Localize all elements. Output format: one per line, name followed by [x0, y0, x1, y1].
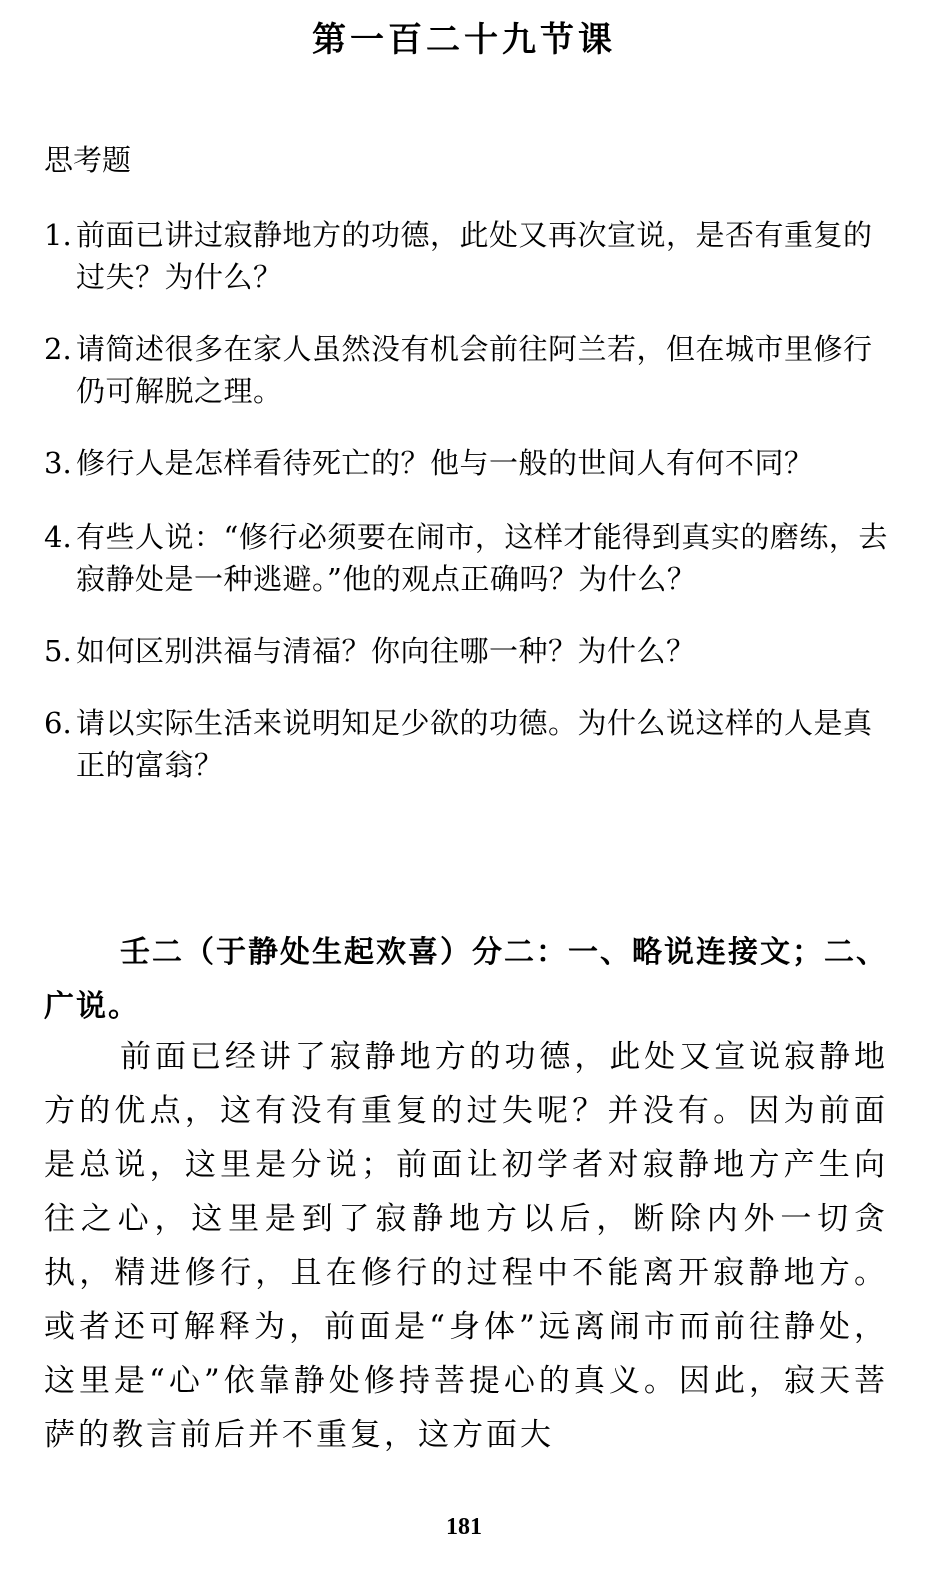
question-number: 3.: [44, 446, 72, 480]
question-text: 如何区别洪福与清福？你向往哪一种？为什么？: [76, 634, 696, 668]
question-text: 有些人说：“修行必须要在闹市，这样才能得到真实的磨练，去寂静处是一种逃避。”他的观点正确吗？为什么？: [76, 520, 888, 596]
question-text: 修行人是怎样看待死亡的？他与一般的世间人有何不同？: [76, 446, 814, 480]
question-text: 请以实际生活来说明知足少欲的功德。为什么说这样的人是真正的富翁？: [76, 706, 873, 782]
question-item: [44, 516, 888, 600]
question-item: [44, 328, 888, 412]
page-title: 第一百二十九节课: [312, 20, 616, 60]
question-item: [44, 630, 888, 672]
question-item: [44, 442, 888, 484]
question-number: 4.: [44, 520, 72, 554]
question-text: 请简述很多在家人虽然没有机会前往阿兰若，但在城市里修行仍可解脱之理。: [76, 332, 873, 408]
question-number: 1.: [44, 218, 72, 252]
page-number: 181: [446, 1514, 482, 1540]
section-subheading: 壬二（于静处生起欢喜）分二：一、略说连接文；二、广说。: [44, 935, 888, 1024]
question-number: 6.: [44, 706, 72, 740]
question-number: 2.: [44, 332, 72, 366]
question-text: 前面已讲过寂静地方的功德，此处又再次宣说，是否有重复的过失？为什么？: [76, 218, 873, 294]
questions-heading: 思考题: [44, 143, 132, 177]
question-item: [44, 702, 888, 786]
question-number: 5.: [44, 634, 72, 668]
body-paragraph: 前面已经讲了寂静地方的功德，此处又宣说寂静地方的优点，这有没有重复的过失呢？并没有。因为前面是总说，这里是分说；前面让初学者对寂静地方产生向往之心，这里是到了寂静地方以后，断除内外一切贪执，精进修行，且在修行的过程中不能离开寂静地方。或者还可解释为，前面是“身体”远离闹市而前往静处，这里是“心”依靠静处修持菩提心的真义。因此，寂天菩萨的教言前后并不重复，这方面大: [44, 1039, 888, 1453]
question-item: [44, 214, 888, 298]
